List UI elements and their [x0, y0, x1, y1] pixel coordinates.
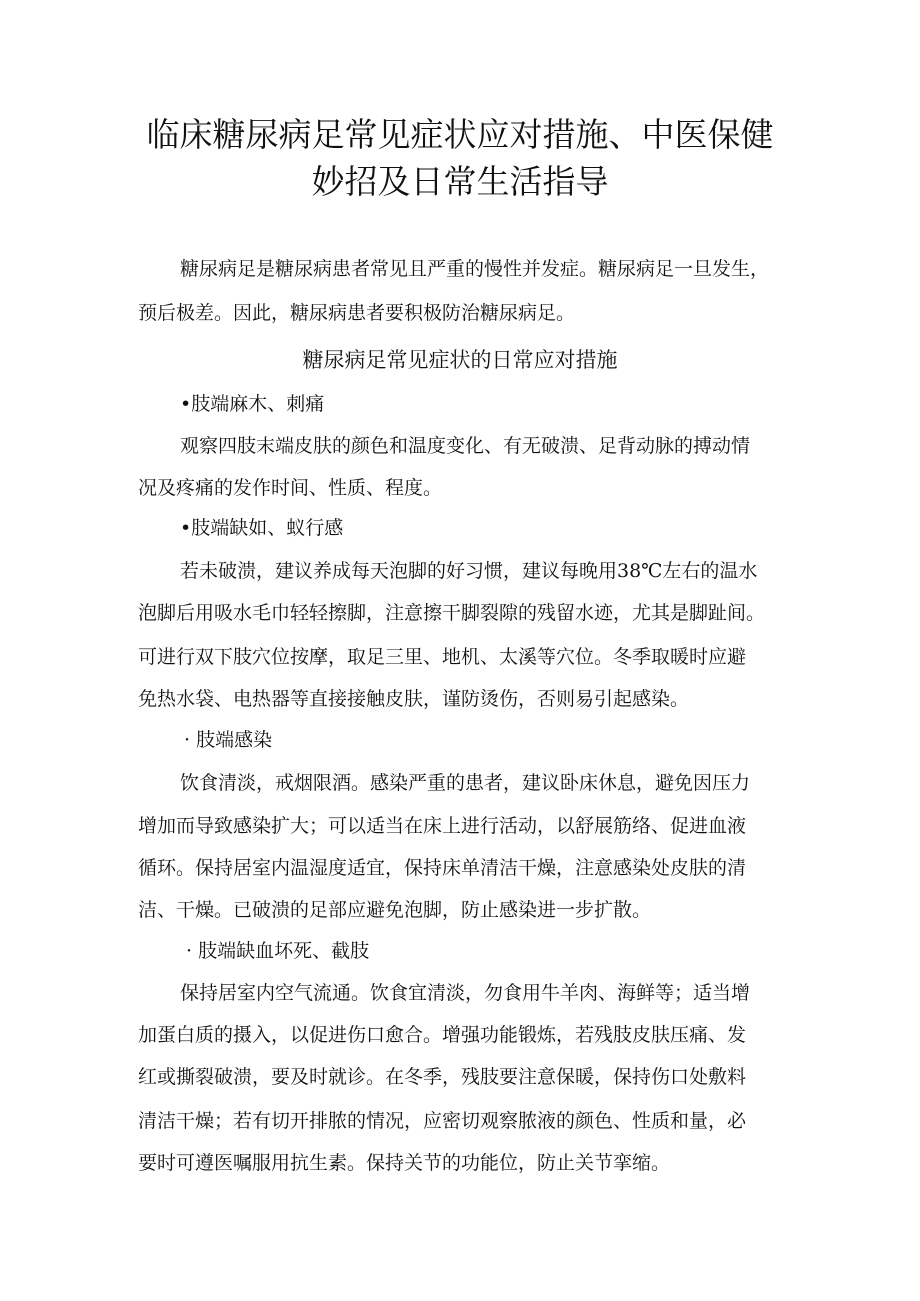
document-title-line-2: 妙招及日常生活指导 — [311, 162, 609, 201]
paragraph-line: 红或撕裂破溃，要及时就诊。在冬季，残肢要注意保暖，保持伤口处敷料 — [138, 1066, 747, 1088]
paragraph-line: 要时可遵医嘱服用抗生素。保持关节的功能位，防止关节挛缩。 — [138, 1152, 671, 1174]
bullet-ant-crawling: •肢端缺如、蚁行感 — [180, 517, 344, 539]
bullet-numbness: •肢端麻木、刺痛 — [180, 393, 325, 415]
bullet-ischemic-necrosis: · 肢端缺血坏死、截肢 — [186, 940, 370, 962]
intro-line-1: 糖尿病足是糖尿病患者常见且严重的慢性并发症。糖尿病足一旦发生， — [180, 258, 770, 280]
paragraph-line: 循环。保持居室内温湿度适宜，保持床单清洁干燥，注意感染处皮肤的清 — [138, 857, 747, 879]
section-heading: 糖尿病足常见症状的日常应对措施 — [302, 348, 618, 372]
paragraph-line: 加蛋白质的摄入，以促进伤口愈合。增强功能锻炼，若残肢皮肤压痛、发 — [138, 1024, 747, 1046]
paragraph-line: 增加而导致感染扩大；可以适当在床上进行活动，以舒展筋络、促进血液 — [138, 815, 747, 837]
bullet-infection: · 肢端感染 — [184, 729, 273, 751]
paragraph-line: 若未破溃，建议养成每天泡脚的好习惯，建议每晚用38℃左右的温水 — [180, 560, 758, 582]
paragraph-line: 可进行双下肢穴位按摩，取足三里、地机、太溪等穴位。冬季取暖时应避 — [138, 646, 747, 668]
intro-line-2: 预后极差。因此，糖尿病患者要积极防治糖尿病足。 — [138, 302, 576, 324]
document-title-line-1: 临床糖尿病足常见症状应对措施、中医保健 — [146, 115, 774, 154]
paragraph-line: 清洁干燥；若有切开排脓的情况，应密切观察脓液的颜色、性质和量，必 — [138, 1110, 747, 1132]
paragraph-line: 观察四肢末端皮肤的颜色和温度变化、有无破溃、足背动脉的搏动情 — [180, 435, 751, 457]
paragraph-line: 免热水袋、电热器等直接接触皮肤，谨防烫伤，否则易引起感染。 — [138, 688, 690, 710]
paragraph-line: 饮食清淡，戒烟限酒。感染严重的患者，建议卧床休息，避免因压力 — [180, 772, 751, 794]
paragraph-line: 泡脚后用吸水毛巾轻轻擦脚，注意擦干脚裂隙的残留水迹，尤其是脚趾间。 — [138, 602, 766, 624]
paragraph-line: 况及疼痛的发作时间、性质、程度。 — [138, 477, 443, 499]
paragraph-line: 洁、干燥。已破溃的足部应避免泡脚，防止感染进一步扩散。 — [138, 899, 652, 921]
paragraph-line: 保持居室内空气流通。饮食宜清淡，勿食用牛羊肉、海鲜等；适当增 — [180, 982, 751, 1004]
